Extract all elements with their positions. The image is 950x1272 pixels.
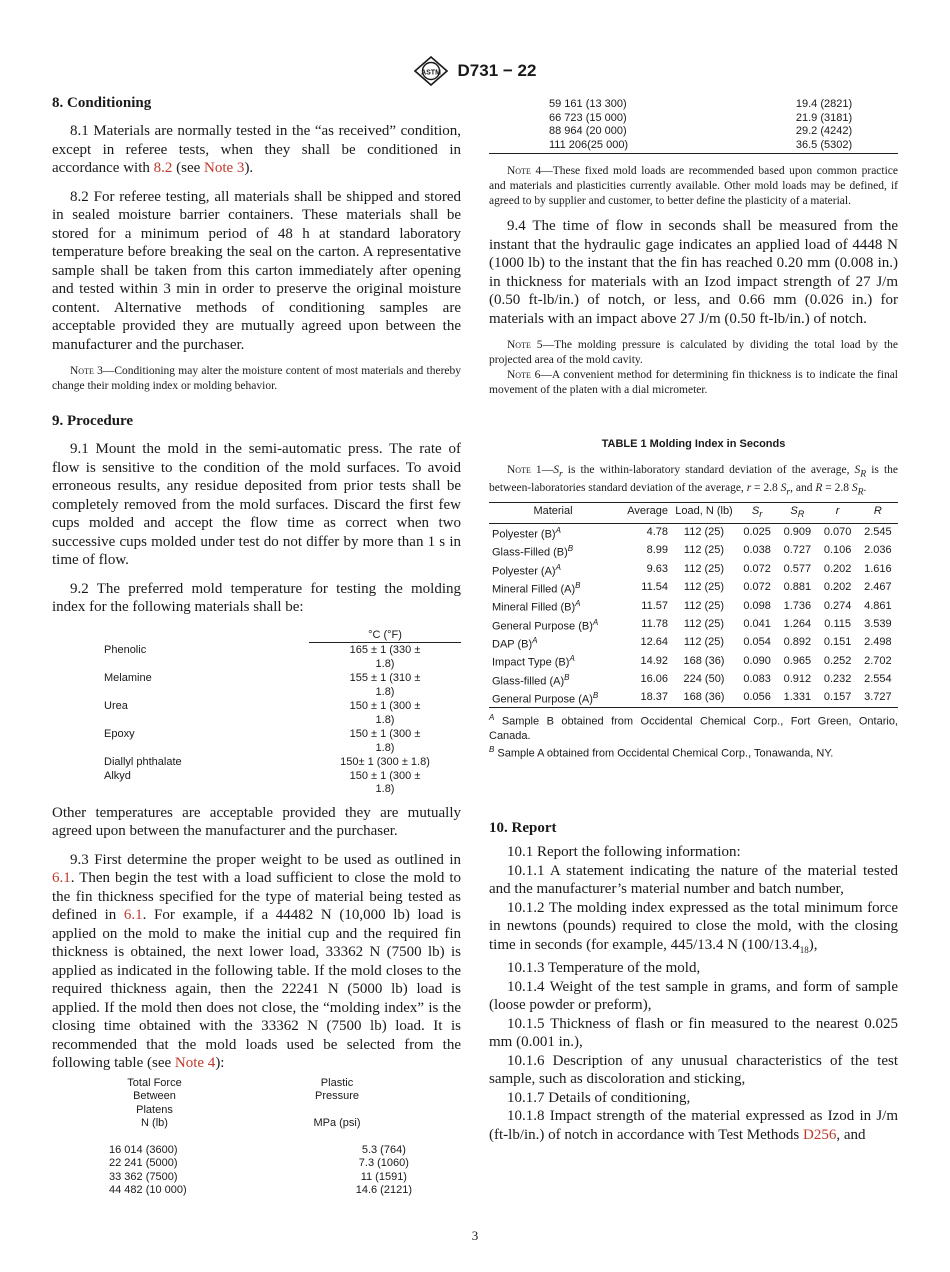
mold-load-row: 16 014 (3600) 5.3 (764) [109,1143,406,1156]
left-column [52,92,461,1198]
mold-loads-table-continued [489,98,898,154]
report-item: 10.1.4 Weight of the test sample in grams, and form of sample (loose powder or preform), [489,978,898,1014]
link-6-1-second[interactable]: 6.1 [123,907,143,923]
right-column [489,98,898,1144]
mold-loads-header: Total Force Between Platens N (lb) Plastic Pressure MPa (psi) [127,1076,361,1129]
molding-index-row: Polyester $(A)^A$ 9.63 112 (25) 0.072 0.577 0.202 1.616 [492,562,892,578]
temperature-table [52,629,461,797]
mold-load-row: 22 241 (5000) 7.3 (1060) [109,1157,409,1169]
para-8-1: 8.1 Materials are normally tested in the “as received” condition, except in referee tests, when they shall be conditioned in accordance with 8.2 (see Note 3). [52,123,461,176]
section-8-heading: 8. Conditioning [52,95,152,111]
temperature-header: °C (°F) [309,629,461,644]
para-8-2: 8.2 For referee testing, all materials shall be shipped and stored in sealed moisture barrier containers. These materials shall be stored for a minimum period of 48 h at standard laboratory temperature before breaking the seal on the carton. A representative sample shall be taken from this carton immediately after opening and tested within 3 min in order to preserve the original moisture content. Alternative methods of conditioning samples are acceptable provided they are mutually agreed upon between the manufacturer and the purchaser. [52,188,461,353]
molding-index-row: Glass-filled $(A)^B$ 16.06 224 (50) 0.083 0.912 0.232 2.554 [492,672,892,688]
mold-load-row: 66 723 (15 000) 21.9 (3181) [549,111,853,124]
report-item: 10.1 Report the following information: [507,844,741,861]
section-10-heading: 10. Report [489,820,557,837]
note-6: Note 6—A convenient method for determining fin thickness is to indicate the final movement of the platen with a dial micrometer. [489,369,898,396]
report-item: 10.1.6 Description of any unusual characteristics of the test sample, such as discoloration and sticking, [489,1052,898,1088]
mold-load-row: 111 206(25 000) 36.5 (5302) [549,138,853,151]
mold-load-row: 59 161 (13 300) 19.4 (2821) [549,98,853,110]
molding-index-row: Impact Type $(B)^A$ 14.92 168 (36) 0.090 0.965 0.252 2.702 [492,654,892,669]
page-header [0,56,950,86]
page-number: 3 [471,1228,479,1243]
link-d256[interactable]: D256 [803,1126,837,1143]
para-9-2: 9.2 The preferred mold temperature for testing the molding index for the following materials shall be: [52,580,461,615]
table-footnote-b: $^B$ Sample A obtained from Occidental Chemical Corp., Tonawanda, NY. [489,745,834,760]
molding-index-header: Material Average Load, N (lb) $S_r$ $S_R$ r R [489,502,898,523]
mold-load-row: 33 362 (7500) 11 (1591) [109,1170,407,1183]
temperature-row: Diallyl phthalate 150± 1 (300 ± 1.8) [104,756,430,768]
link-8-2[interactable]: 8.2 [153,160,173,176]
report-item: 10.1.7 Details of conditioning, [507,1089,691,1106]
astm-logo-text: ASTM [420,69,441,77]
temperature-row: Melamine 155 ± 1 (310 ± 1.8) [104,672,421,698]
note-4: Note 4—These fixed mold loads are recommended based upon common practice and materials and plasticities currently available. Other mold loads may be defined, if agreed to by supplier and customer, to better define the plasticity of a material. [489,165,898,207]
molding-index-row: Polyester $(B)^A$ 4.78 112 (25) 0.025 0.909 0.070 2.545 [492,525,892,541]
temperature-row: Urea 150 ± 1 (300 ± 1.8) [104,700,421,726]
mold-loads-table [52,1077,461,1198]
temperature-row: Epoxy 150 ± 1 (300 ± 1.8) [104,728,421,754]
table-footnote-a: $^A$ Sample B obtained from Occidental Chemical Corp., Fort Green, Ontario, Canada. [489,713,898,742]
note-5: Note 5—The molding pressure is calculated by dividing the total load by the projected area of the mold cavity. [489,339,899,366]
report-item: 10.1.3 Temperature of the mold, [507,960,701,977]
report-item: 10.1.1 A statement indicating the nature of the material tested and the manufacturer’s material number and batch number, [489,862,898,898]
table-1-note: Note $1—S_r$ is the within-laboratory standard deviation of the average, $S_R$ is the between-laboratories standard deviation of the average, r = 2.8 $S_r$, and R = 2.8 $S_R$. [489,464,899,498]
astm-logo-icon [414,56,448,86]
table-1-title: TABLE 1 Molding Index in Seconds [601,438,786,450]
molding-index-row: General Purpose $(B)^A$ 11.78 112 (25) 0.041 1.264 0.115 3.539 [492,617,892,633]
molding-index-row: Glass-Filled $(B)^B$ 8.99 112 (25) 0.038 0.727 0.106 2.036 [492,544,892,559]
temperature-row: Alkyd 150 ± 1 (300 ± 1.8) [104,769,421,795]
section-9-heading: 9. Procedure [52,413,134,429]
note-3: Note 3—Conditioning may alter the moisture content of most materials and thereby change their molding index or molding behavior. [52,365,461,392]
report-item-10-1-8: 10.1.8 Impact strength of the material expressed as Izod in J/m (ft-lb/in.) of notch in accordance with Test Methods D256, and [489,1108,898,1143]
molding-index-row: Mineral Filled $(B)^A$ 11.57 112 (25) 0.098 1.736 0.274 4.861 [492,599,892,614]
temperature-row: Phenolic 165 ± 1 (330 ± 1.8) [104,644,421,670]
link-6-1[interactable]: 6.1 [52,870,71,886]
para-9-3: 9.3 First determine the proper weight to be used as outlined in 6.1. Then begin the test with a load sufficient to close the mold to the fin thickness specified for the type of material being tested as defined in 6.1. For example, if a 44482 N (10,000 lb) load is applied on the mold to make the initial cup and the required fin thickness is obtained, the next lower load, 33362 N (7500 lb) is applied as indicated in the following table. If the mold closes to the required thickness again, then the 22241 N (5000 lb) load is applied. If the mold then does not close, the “molding index” is the closing time obtained with the 33362 N (7500 lb) load. It is recommended that the mold loads used be selected from the following table (see Note 4): [52,851,461,1071]
molding-index-row: Mineral Filled $(A)^B$ 11.54 112 (25) 0.072 0.881 0.202 2.467 [492,580,892,596]
molding-index-row: DAP $(B)^A$ 12.64 112 (25) 0.054 0.892 0.151 2.498 [492,635,892,651]
link-note-3[interactable]: Note 3 [204,160,245,176]
para-9-4: 9.4 The time of flow in seconds shall be measured from the instant that the hydraulic gage indicates an applied load of 4448 N (1000 lb) to the instant that the fin has reached 0.20 mm (0.008 in.) in thickness for materials with an Izod impact strength of 27 J/m (0.50 ft-lb/in.) of notch, or less, and 0.66 mm (0.026 in.) for materials with an impact above 27 J/m (0.50 ft-lb/in.) of notch. [489,218,898,327]
report-item-10-1-2: 10.1.2 The molding index expressed as the total minimum force in newtons (pounds) required to close the mold, with the closing time in seconds (for example, 445/13.4 N $(100/13.4_{18})$, [489,899,898,955]
para-9-1: 9.1 Mount the mold in the semi-automatic press. The rate of flow is sensitive to the condition of the mold surfaces. To avoid erroneous results, any residue deposited from prior tests shall be completely removed from the mold surfaces. Discard the first few cups molded and accept the flow time as correct when two successive cups molded under test do not differ by more than 1 s in time of flow. [52,441,461,568]
report-item: 10.1.5 Thickness of flash or fin measured to the nearest 0.025 mm (0.001 in.), [489,1015,898,1051]
mold-load-row: 88 964 (20 000) 29.2 (4242) [549,125,853,137]
mold-load-row: 44 482 (10 000) 14.6 (2121) [109,1184,412,1196]
link-note-4[interactable]: Note 4 [174,1055,216,1071]
molding-index-row: General Purpose $(A)^B$ 18.37 168 (36) 0.056 1.331 0.157 3.727 [489,689,898,708]
para-9-2-continued: Other temperatures are acceptable provided they are mutually agreed upon between the manufacturer and the purchaser. [52,804,461,839]
molding-index-table [489,502,898,709]
standard-designation: D731 − 22 [457,61,537,80]
